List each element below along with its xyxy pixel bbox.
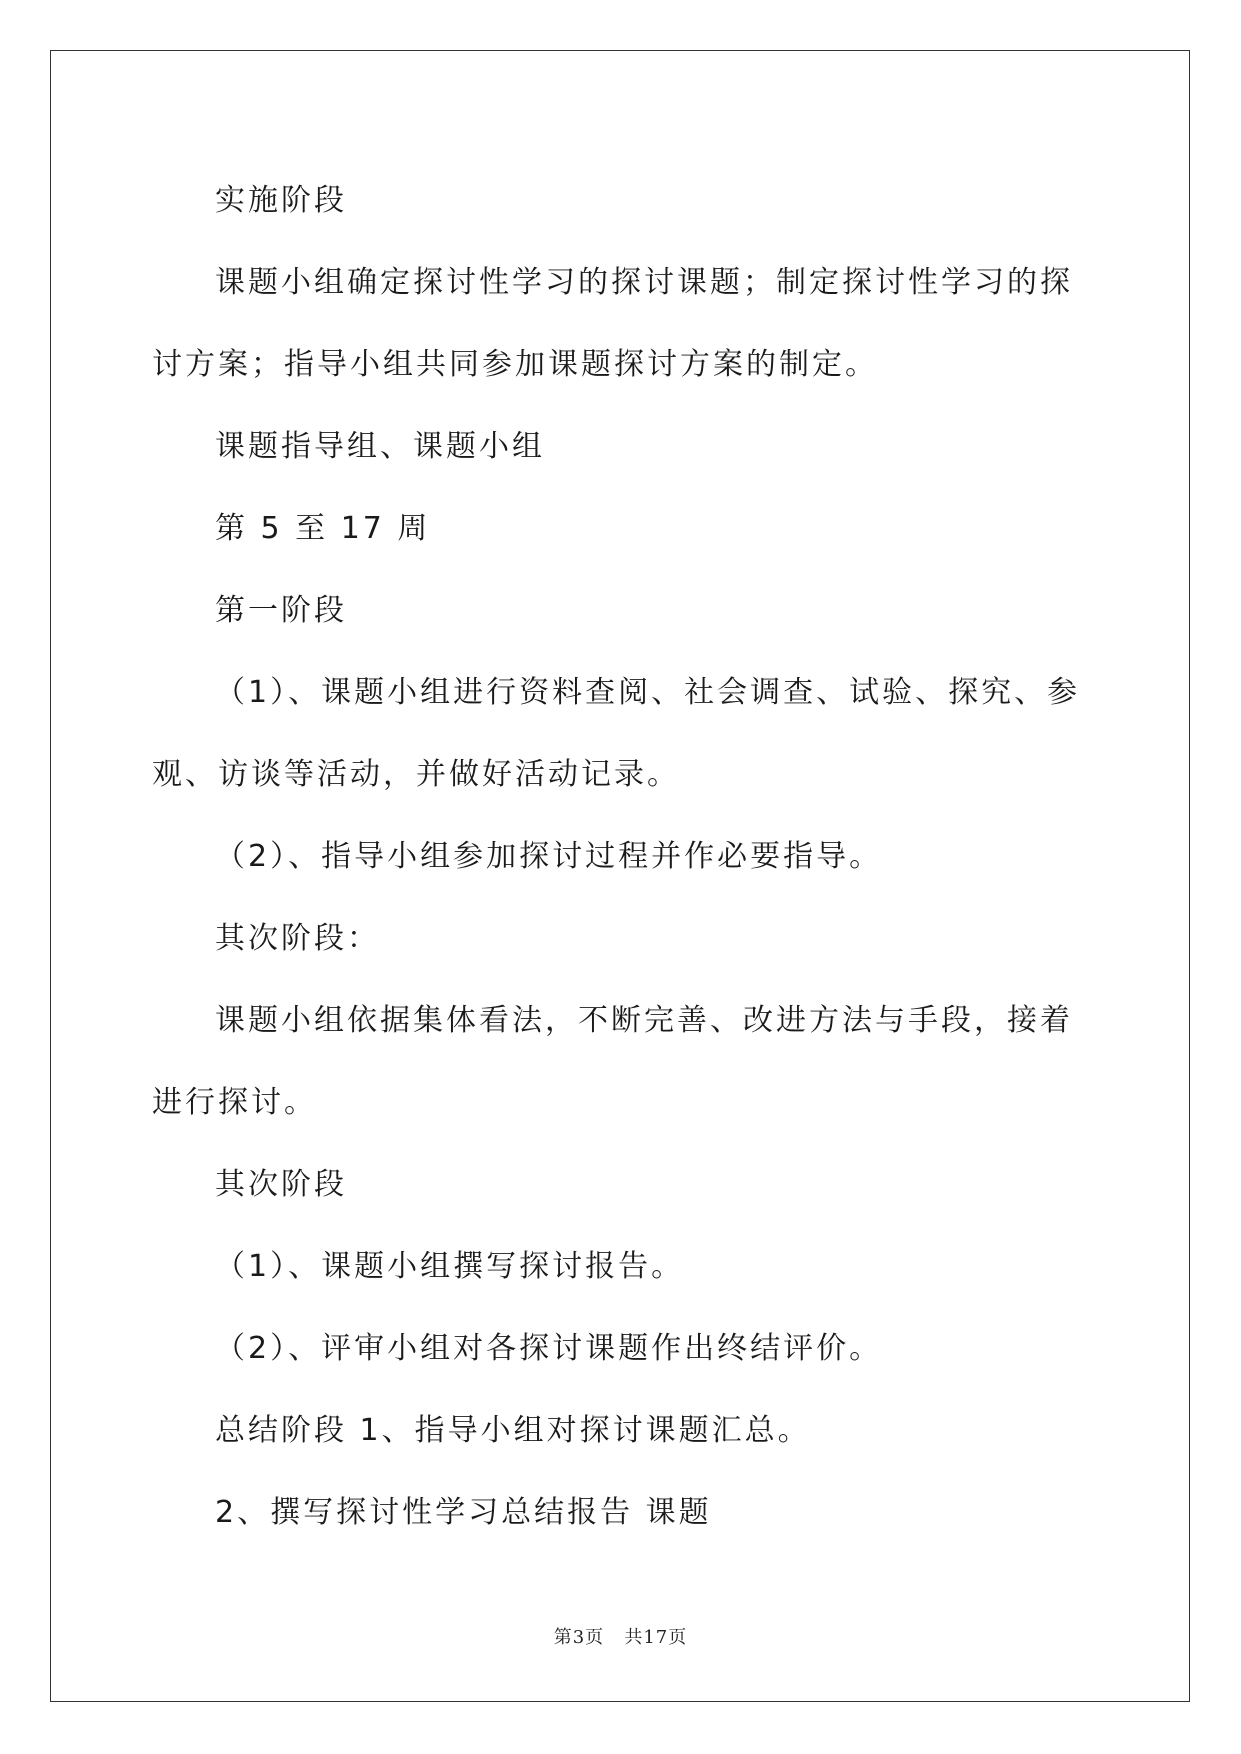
- paragraph-heading-stage-three: 其次阶段: [215, 1167, 347, 1202]
- paragraph-participants: 课题指导组、课题小组: [215, 429, 545, 464]
- paragraph-summary-report: 2、撰写探讨性学习总结报告 课题: [215, 1495, 712, 1530]
- paragraph-heading-stage-one: 第一阶段: [215, 593, 347, 628]
- paragraph-heading-stage-two: 其次阶段：: [215, 921, 380, 956]
- page-total: 共17页: [624, 1627, 688, 1648]
- paragraph-summary-stage: 总结阶段 1、指导小组对探讨课题汇总。: [215, 1413, 811, 1448]
- paragraph-stage-one-item-2: （2）、指导小组参加探讨过程并作必要指导。: [215, 839, 883, 874]
- document-body: [152, 160, 1092, 1554]
- paragraph-heading-implementation: 实施阶段: [215, 183, 347, 218]
- paragraph-stage-three-item-2: （2）、评审小组对各探讨课题作出终结评价。: [215, 1331, 883, 1366]
- page-footer: [0, 1623, 1241, 1649]
- paragraph-weeks: 第 5 至 17 周: [215, 511, 431, 546]
- paragraph-stage-two-body: 课题小组依据集体看法，不断完善、改进方法与手段，接着进行探讨。: [152, 1003, 1073, 1120]
- paragraph-topic-selection: 课题小组确定探讨性学习的探讨课题；制定探讨性学习的探讨方案；指导小组共同参加课题探讨方案的制定。: [152, 265, 1073, 382]
- page-number: 第3页: [553, 1627, 605, 1648]
- footer-spacer: [604, 1627, 624, 1648]
- paragraph-stage-one-item-1: （1）、课题小组进行资料查阅、社会调查、试验、探究、参观、访谈等活动，并做好活动记录。: [152, 675, 1081, 792]
- paragraph-stage-three-item-1: （1）、课题小组撰写探讨报告。: [215, 1249, 685, 1284]
